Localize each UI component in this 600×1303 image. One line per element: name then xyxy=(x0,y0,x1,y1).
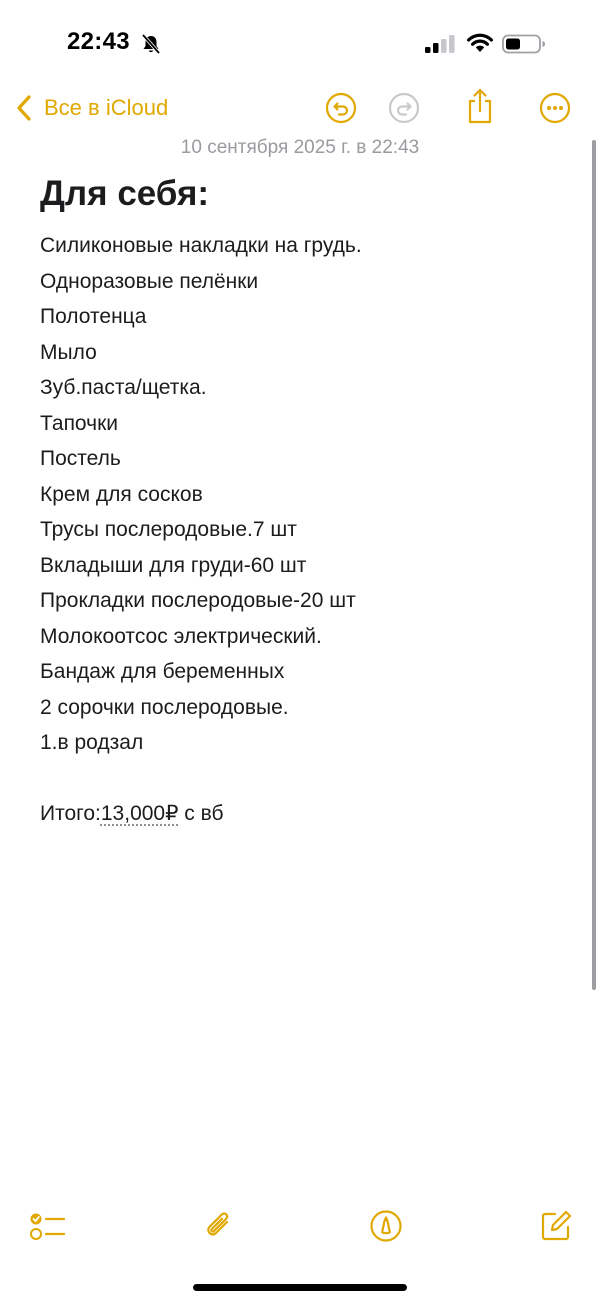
checklist-icon xyxy=(29,1210,67,1242)
list-item[interactable]: 1.в родзал xyxy=(40,731,144,754)
checklist-button[interactable] xyxy=(28,1206,68,1246)
list-item[interactable]: Постель xyxy=(40,447,121,470)
compose-icon xyxy=(539,1209,573,1243)
list-item[interactable]: Полотенца xyxy=(40,305,147,328)
paperclip-icon xyxy=(201,1209,235,1243)
list-item[interactable]: Бандаж для беременных xyxy=(40,660,285,683)
list-item[interactable]: 2 сорочки послеродовые. xyxy=(40,695,289,719)
note-date: 10 сентября 2025 г. в 22:43 xyxy=(180,137,420,158)
share-icon xyxy=(464,87,496,125)
list-item[interactable]: Крем для сосков xyxy=(40,482,203,506)
battery-icon xyxy=(502,34,546,54)
status-bar xyxy=(0,0,600,80)
list-item[interactable]: Зуб.паста/щетка. xyxy=(40,376,207,399)
bell-slash-icon xyxy=(140,33,162,55)
total-suffix: с вб xyxy=(178,802,224,825)
amount-link[interactable]: 13,000₽ xyxy=(100,802,179,825)
attach-button[interactable] xyxy=(198,1206,238,1246)
status-time: 22:43 xyxy=(67,28,130,55)
total-line[interactable] xyxy=(40,796,580,832)
chevron-left-icon xyxy=(14,93,34,123)
list-item[interactable]: Одноразовые пелёнки xyxy=(40,269,259,293)
list-item[interactable]: Силиконовые накладки на грудь. xyxy=(40,234,362,257)
redo-button[interactable] xyxy=(384,88,424,128)
more-icon xyxy=(539,92,571,124)
back-button[interactable] xyxy=(14,90,168,126)
redo-icon xyxy=(388,92,420,124)
scroll-indicator[interactable] xyxy=(592,140,596,990)
compose-button[interactable] xyxy=(536,1206,576,1246)
share-button[interactable] xyxy=(460,86,500,126)
blank-line[interactable] xyxy=(40,761,580,797)
home-indicator[interactable] xyxy=(193,1284,407,1291)
undo-icon xyxy=(325,92,357,124)
markup-button[interactable] xyxy=(366,1206,406,1246)
list-item[interactable]: Трусы послеродовые.7 шт xyxy=(40,518,297,541)
total-prefix: Итого: xyxy=(40,802,101,825)
note-title[interactable]: Для себя: xyxy=(40,174,210,213)
list-item[interactable]: Молокоотсос электрический. xyxy=(40,624,322,648)
more-button[interactable] xyxy=(535,88,575,128)
wifi-icon xyxy=(466,32,494,54)
note-body[interactable] xyxy=(40,228,580,832)
signal-icon xyxy=(425,34,457,54)
list-item[interactable]: Прокладки послеродовые-20 шт xyxy=(40,589,356,612)
undo-button[interactable] xyxy=(321,88,361,128)
back-button-label: Все в iCloud xyxy=(44,95,169,120)
markup-pen-icon xyxy=(369,1209,403,1243)
list-item[interactable]: Мыло xyxy=(40,340,97,364)
list-item[interactable]: Вкладыши для груди-60 шт xyxy=(40,553,307,577)
list-item[interactable]: Тапочки xyxy=(40,411,119,435)
